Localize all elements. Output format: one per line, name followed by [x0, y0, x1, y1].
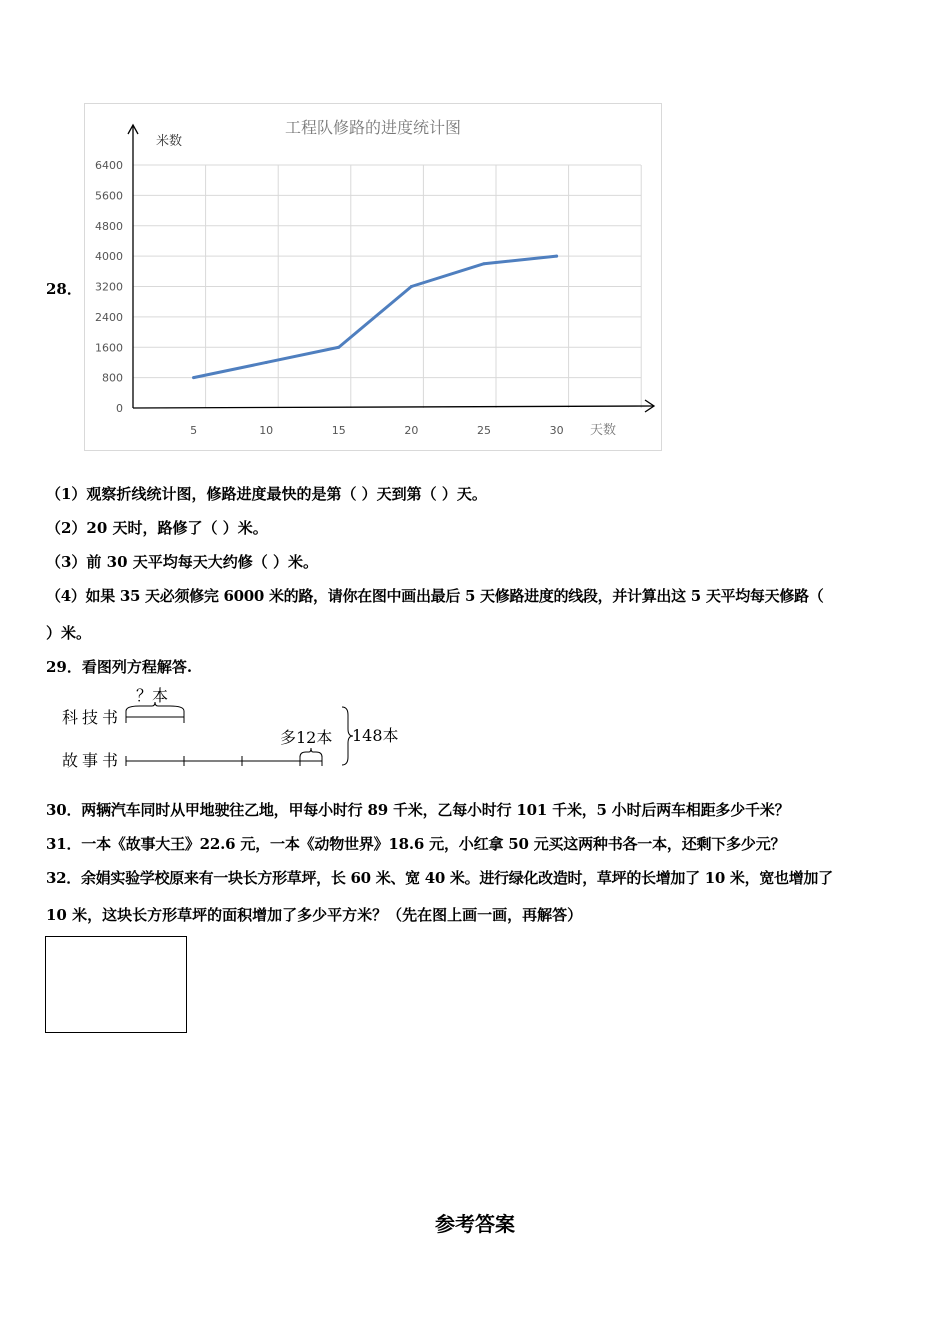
y-tick-label: 5600: [95, 189, 123, 203]
data-point: [483, 262, 486, 265]
y-tick-label: 800: [102, 371, 123, 385]
line-segment-diagram: [60, 685, 420, 775]
data-point: [192, 376, 195, 379]
q28-sub4-line1: （4）如果 35 天必须修完 6000 米的路，请你在图中画出最后 5 天修路进度的线段，并计算出这 5 天平均每天修路（: [46, 587, 824, 605]
data-point: [265, 361, 268, 364]
chart-svg: [85, 104, 661, 450]
data-point: [337, 346, 340, 349]
label-more: 多12本: [280, 728, 333, 747]
q29-text: 29．看图列方程解答.: [46, 658, 193, 676]
diagram-svg: [60, 685, 420, 775]
lawn-rectangle-drawing-area: [45, 936, 187, 1033]
more-brace: [300, 748, 322, 757]
y-tick-label: 4000: [95, 250, 123, 264]
answers-heading: 参考答案: [435, 1212, 515, 1236]
x-axis: [133, 406, 653, 408]
y-tick-label: 0: [116, 402, 123, 415]
y-tick-label: 1600: [95, 341, 123, 355]
q30-text: 30．两辆汽车同时从甲地驶往乙地，甲每小时行 89 千米，乙每小时行 101 千米，5 小时后两车相距多少千米？: [46, 801, 790, 819]
q28-sub4-line2: ）米。: [46, 624, 92, 642]
y-axis-label: 米数: [156, 134, 183, 149]
tech-brace: [126, 702, 184, 711]
label-unknown: ？本: [136, 686, 169, 705]
x-tick-label: 5: [190, 424, 198, 437]
q28-sub3: （3）前 30 天平均每天大约修（ ）米。: [46, 553, 318, 571]
line-chart: [84, 103, 662, 451]
q32-line1: 32．余娟实验学校原来有一块长方形草坪，长 60 米、宽 40 米。进行绿化改造时，草坪的长增加了 10 米，宽也增加了: [46, 869, 833, 887]
y-tick-label: 4800: [95, 219, 123, 233]
q32-line2: 10 米，这块长方形草坪的面积增加了多少平方米？（先在图上画一画，再解答）: [46, 906, 583, 924]
label-total: 148本: [352, 726, 399, 745]
x-tick-label: 25: [477, 424, 491, 437]
data-point: [555, 255, 558, 258]
y-tick-label: 3200: [95, 280, 123, 294]
data-point: [410, 285, 413, 288]
x-tick-label: 30: [549, 424, 564, 437]
chart-title: 工程队修路的进度统计图: [284, 118, 462, 137]
y-tick-label: 6400: [95, 159, 123, 172]
q31-text: 31．一本《故事大王》22.6 元，一本《动物世界》18.6 元，小红拿 50 元买这两种书各一本，还剩下多少元？: [46, 835, 786, 853]
x-tick-label: 15: [331, 424, 346, 437]
question-28-number: 28．: [46, 280, 82, 298]
x-axis-label: 天数: [590, 423, 617, 438]
label-story-books: 故事书: [62, 751, 123, 770]
q28-sub1: （1）观察折线统计图，修路进度最快的是第（ ）天到第（ ）天。: [46, 485, 487, 503]
label-tech-books: 科技书: [62, 708, 123, 727]
q28-sub2: （2）20 天时，路修了（ ）米。: [46, 519, 268, 537]
x-tick-label: 20: [404, 424, 419, 437]
y-tick-label: 2400: [95, 310, 123, 324]
x-tick-label: 10: [259, 424, 274, 437]
